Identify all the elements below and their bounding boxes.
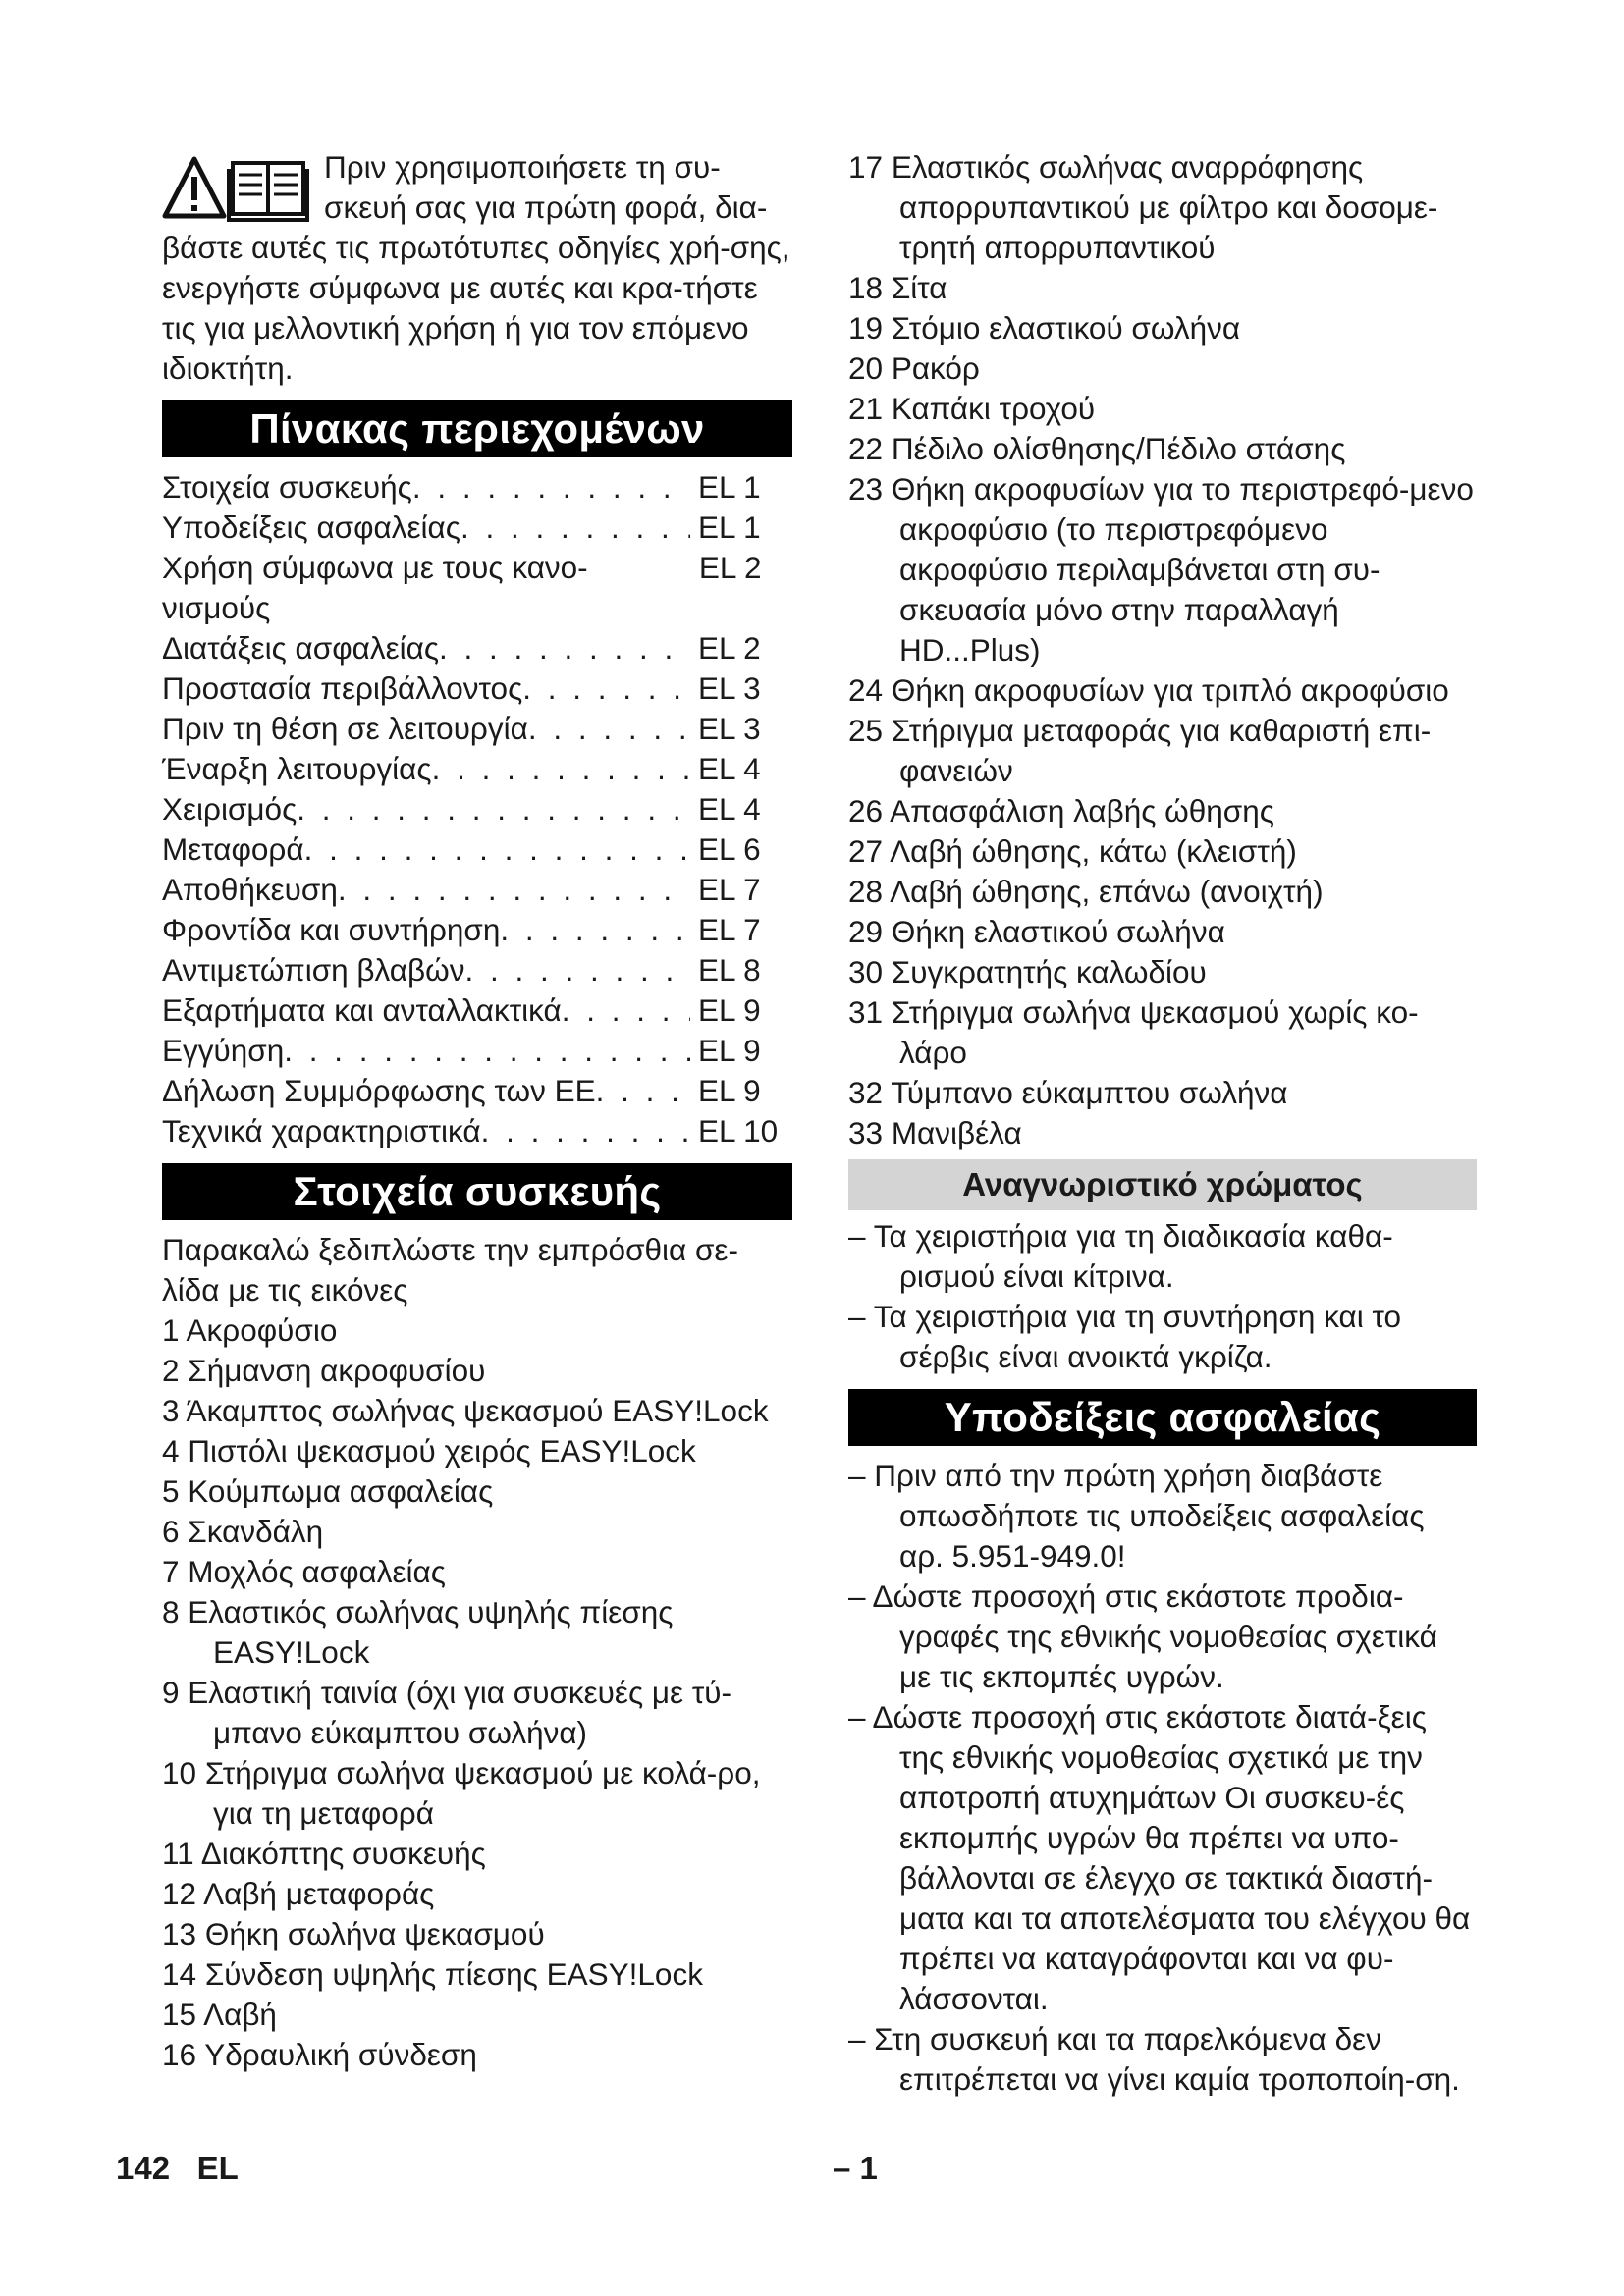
component-number: 15: [162, 1997, 197, 2032]
component-label: Λαβή: [203, 1997, 277, 2032]
component-item: [848, 872, 1477, 912]
intro-text: Πριν χρησιμοποιήσετε τη συ-σκευή σας για πρώτη φορά, δια-βάστε αυτές τις πρωτότυπες οδηγίες χρή-σης, ενεργήστε σύμφωνα με αυτές και κρα-τήστε τις για μελλοντική χρήση ή για τον επόμενο ιδιοκτήτη.: [162, 149, 790, 386]
toc-item-title: Προστασία περιβάλλοντος: [162, 670, 523, 706]
component-item: [848, 670, 1477, 711]
right-column: [848, 147, 1477, 2100]
toc-leader-dots: [304, 829, 690, 870]
component-number: 16: [162, 2037, 197, 2072]
toc-item-page: EL 9: [698, 992, 761, 1028]
language-code: EL: [196, 2150, 239, 2186]
component-number: 29: [848, 914, 884, 949]
color-code-item-text: Τα χειριστήρια για τη συντήρηση και το σέρβις είναι ανοικτά γκρίζα.: [873, 1299, 1402, 1374]
toc-heading: Πίνακας περιεχομένων: [162, 400, 792, 457]
component-item: [848, 952, 1477, 992]
safety-item-text: Δώστε προσοχή στις εκάστοτε διατά-ξεις της εθνικής νομοθεσίας σχετικά με την αποτροπή ατυχημάτων Οι συσκευ-ές εκπομπής υγρών θα πρέπει να υπο-βάλλονται σε έλεγχο σε τακτικά διαστή-ματα και τα αποτελέσματα του ελέγχου θα πρέπει να καταγράφονται και να φυ-λάσσονται.: [872, 1699, 1471, 2016]
component-label: Καπάκι τροχού: [891, 391, 1096, 426]
safety-list: [848, 1456, 1477, 2100]
component-number: 9: [162, 1675, 180, 1710]
component-item: [848, 389, 1477, 429]
toc-item[interactable]: [162, 467, 792, 507]
component-number: 8: [162, 1594, 180, 1629]
component-number: 13: [162, 1916, 197, 1951]
warning-triangle-icon: [165, 159, 224, 216]
toc-item-title: Φροντίδα και συντήρηση: [162, 912, 501, 947]
component-number: 17: [848, 149, 884, 185]
component-number: 26: [848, 793, 884, 828]
component-label: Λαβή ώθησης, κάτω (κλειστή): [890, 833, 1297, 869]
toc-item-page: EL 3: [698, 711, 761, 746]
component-item: [848, 469, 1477, 670]
component-item: [848, 912, 1477, 952]
toc-item-page: EL 6: [698, 831, 761, 867]
toc-list: [162, 467, 792, 1151]
toc-leader-dots: [284, 1031, 690, 1071]
component-item: [162, 1954, 792, 1995]
toc-item[interactable]: [162, 1071, 792, 1111]
component-item: [162, 1552, 792, 1592]
toc-item-title: Πριν τη θέση σε λειτουργία: [162, 711, 528, 746]
component-item: [162, 2035, 792, 2075]
toc-leader-dots: [500, 910, 690, 950]
color-code-item-text: Τα χειριστήρια για τη διαδικασία καθα-ρισμού είναι κίτρινα.: [873, 1218, 1393, 1294]
component-label: Στήριγμα σωλήνα ψεκασμού χωρίς κο-λάρο: [891, 994, 1419, 1070]
toc-item-title: Αποθήκευση: [162, 872, 338, 907]
color-code-item: – Τα χειριστήρια για τη συντήρηση και το σέρβις είναι ανοικτά γκρίζα.: [848, 1299, 1402, 1374]
component-label: Μοχλός ασφαλείας: [188, 1554, 446, 1589]
safety-item-text: Στη συσκευή και τα παρελκόμενα δεν επιτρέπεται να γίνει καμία τροποποίη-ση.: [874, 2021, 1460, 2097]
toc-leader-dots: [464, 950, 690, 990]
component-item: [162, 1914, 792, 1954]
toc-item[interactable]: [162, 789, 792, 829]
toc-item-page: EL 9: [698, 1073, 761, 1108]
toc-leader-dots: [596, 1071, 690, 1111]
component-number: 19: [848, 310, 884, 346]
toc-leader-dots: [439, 628, 690, 668]
component-label: Ελαστική ταινία (όχι για συσκευές με τύ-μπανο εύκαμπτου σωλήνα): [188, 1675, 731, 1750]
component-item: [848, 147, 1477, 268]
toc-leader-dots: [297, 789, 690, 829]
component-item: [848, 791, 1477, 831]
component-item: [162, 1995, 792, 2035]
toc-item[interactable]: [162, 709, 792, 749]
component-item: [848, 429, 1477, 469]
component-label: Λαβή ώθησης, επάνω (ανοιχτή): [890, 874, 1324, 909]
component-item: [848, 348, 1477, 389]
component-label: Σύνδεση υψηλής πίεσης EASY!Lock: [204, 1956, 703, 1992]
safety-item: – Στη συσκευή και τα παρελκόμενα δεν επιτρέπεται να γίνει καμία τροποποίη-ση.: [848, 2021, 1460, 2097]
component-number: 24: [848, 672, 884, 708]
component-label: Στήριγμα σωλήνα ψεκασμού με κολά-ρο, για τη μεταφορά: [204, 1755, 761, 1831]
toc-item[interactable]: [162, 507, 792, 548]
toc-item-page: EL 3: [698, 670, 761, 706]
component-number: 14: [162, 1956, 197, 1992]
warning-manual-icons: [162, 153, 314, 224]
component-item: [848, 1073, 1477, 1113]
color-code-list: [848, 1216, 1477, 1377]
toc-item-page: EL 8: [698, 952, 761, 988]
toc-item-page: EL 4: [698, 791, 761, 827]
toc-item-page: EL 2: [698, 550, 762, 585]
component-item: [162, 1673, 792, 1753]
page-number: 142: [116, 2150, 171, 2186]
component-number: 1: [162, 1312, 180, 1348]
component-number: 22: [848, 431, 884, 466]
component-label: Ακροφύσιο: [186, 1312, 338, 1348]
component-item: [162, 1592, 792, 1673]
component-number: 7: [162, 1554, 180, 1589]
toc-item-title: Διατάξεις ασφαλείας: [162, 630, 440, 666]
device-heading: Στοιχεία συσκευής: [162, 1163, 792, 1220]
component-item: [162, 1471, 792, 1512]
component-label: Διακόπτης συσκευής: [200, 1836, 486, 1871]
component-label: Ρακόρ: [891, 350, 980, 386]
component-number: 28: [848, 874, 884, 909]
device-items-left: [162, 1310, 792, 2075]
component-label: Στόμιο ελαστικού σωλήνα: [891, 310, 1241, 346]
component-item: [162, 1310, 792, 1351]
toc-item-title: Εγγύηση: [162, 1033, 285, 1068]
component-label: Λαβή μεταφοράς: [203, 1876, 435, 1911]
component-label: Τύμπανο εύκαμπτου σωλήνα: [891, 1075, 1288, 1110]
color-code-heading: Αναγνωριστικό χρώματος: [848, 1159, 1477, 1210]
component-item: [162, 1351, 792, 1391]
component-number: 2: [162, 1353, 180, 1388]
component-label: Υδραυλική σύνδεση: [204, 2037, 477, 2072]
component-item: [162, 1512, 792, 1552]
component-number: 3: [162, 1393, 180, 1428]
toc-item-title: Έναρξη λειτουργίας: [162, 751, 432, 786]
component-label: Σίτα: [891, 270, 947, 305]
component-number: 25: [848, 713, 884, 748]
toc-item[interactable]: [162, 990, 792, 1031]
component-item: [162, 1874, 792, 1914]
component-number: 27: [848, 833, 884, 869]
component-item: [848, 268, 1477, 308]
component-number: 5: [162, 1473, 180, 1509]
left-column: [162, 147, 792, 2075]
component-label: Σκανδάλη: [188, 1514, 324, 1549]
color-code-item: – Τα χειριστήρια για τη διαδικασία καθα-ρισμού είναι κίτρινα.: [848, 1218, 1393, 1294]
toc-leader-dots: [528, 709, 690, 749]
toc-item-page: EL 4: [698, 751, 761, 786]
toc-item-page: EL 7: [698, 872, 761, 907]
safety-item-text: Δώστε προσοχή στις εκάστοτε προδια-γραφές της εθνικής νομοθεσίας σχετικά με τις εκπομπές υγρών.: [872, 1578, 1437, 1694]
component-item: [162, 1753, 792, 1834]
toc-item-title: Εξαρτήματα και ανταλλακτικά: [162, 992, 562, 1028]
safety-heading: Υποδείξεις ασφαλείας: [848, 1389, 1477, 1446]
component-label: Απασφάλιση λαβής ώθησης: [890, 793, 1274, 828]
component-label: Θήκη ακροφυσίων για τριπλό ακροφύσιο: [891, 672, 1449, 708]
component-label: Ελαστικός σωλήνας αναρρόφησης απορρυπαντικού με φίλτρο και δοσομε-τρητή απορρυπαντικού: [891, 149, 1438, 265]
component-label: Άκαμπτος σωλήνας ψεκασμού EASY!Lock: [186, 1393, 769, 1428]
device-intro: Παρακαλώ ξεδιπλώστε την εμπρόσθια σε-λίδα με τις εικόνες: [162, 1232, 738, 1308]
component-number: 30: [848, 954, 884, 989]
component-label: Θήκη σωλήνα ψεκασμού: [204, 1916, 545, 1951]
toc-item-title: Χειρισμός: [162, 791, 298, 827]
toc-item[interactable]: [162, 749, 792, 789]
component-number: 18: [848, 270, 884, 305]
toc-item[interactable]: [162, 870, 792, 910]
toc-item-page: EL 2: [698, 630, 761, 666]
component-label: Ελαστικός σωλήνας υψηλής πίεσης EASY!Lock: [188, 1594, 674, 1670]
toc-item-title: Χρήση σύμφωνα με τους κανο-νισμούς: [162, 550, 588, 625]
component-item: [848, 711, 1477, 791]
safety-item: – Δώστε προσοχή στις εκάστοτε προδια-γραφές της εθνικής νομοθεσίας σχετικά με τις εκπομπές υγρών.: [848, 1578, 1437, 1694]
toc-item[interactable]: [162, 548, 792, 628]
component-number: 20: [848, 350, 884, 386]
toc-item[interactable]: [162, 829, 792, 870]
toc-item-title: Υποδείξεις ασφαλείας: [162, 509, 460, 545]
component-label: Στήριγμα μεταφοράς για καθαριστή επι-φανειών: [891, 713, 1432, 788]
toc-item-page: EL 9: [698, 1033, 761, 1068]
component-label: Σήμανση ακροφυσίου: [188, 1353, 486, 1388]
component-number: 6: [162, 1514, 180, 1549]
toc-item[interactable]: [162, 1031, 792, 1071]
intro-block: [162, 147, 792, 389]
toc-item[interactable]: [162, 1111, 792, 1151]
component-number: 32: [848, 1075, 884, 1110]
toc-leader-dots: [432, 749, 690, 789]
toc-item-page: EL 10: [698, 1113, 779, 1148]
component-item: [162, 1391, 792, 1431]
component-item: [848, 308, 1477, 348]
toc-item-title: Στοιχεία συσκευής: [162, 469, 412, 505]
device-items-right: [848, 147, 1477, 1153]
toc-item[interactable]: [162, 668, 792, 709]
component-label: Κούμπωμα ασφαλείας: [188, 1473, 494, 1509]
toc-item[interactable]: [162, 950, 792, 990]
component-label: Θήκη ελαστικού σωλήνα: [891, 914, 1225, 949]
footer-left: [116, 2150, 239, 2187]
toc-leader-dots: [562, 990, 690, 1031]
manual-book-icon: [229, 163, 307, 220]
safety-item: – Πριν από την πρώτη χρήση διαβάστε οπωσδήποτε τις υποδείξεις ασφαλείας αρ. 5.951-949.0!: [848, 1458, 1425, 1574]
safety-item: – Δώστε προσοχή στις εκάστοτε διατά-ξεις της εθνικής νομοθεσίας σχετικά με την αποτροπή ατυχημάτων Οι συσκευ-ές εκπομπής υγρών θα πρέπει να υπο-βάλλονται σε έλεγχο σε τακτικά διαστή-ματα και τα αποτελέσματα του ελέγχου θα πρέπει να καταγράφονται και να φυ-λάσσονται.: [848, 1699, 1471, 2016]
toc-leader-dots: [338, 870, 690, 910]
component-number: 23: [848, 471, 884, 507]
component-item: [848, 1113, 1477, 1153]
component-item: [848, 992, 1477, 1073]
component-item: [848, 831, 1477, 872]
component-label: Πέδιλο ολίσθησης/Πέδιλο στάσης: [891, 431, 1346, 466]
section-page: – 1: [833, 2150, 878, 2186]
toc-item[interactable]: [162, 910, 792, 950]
toc-leader-dots: [522, 668, 690, 709]
toc-item[interactable]: [162, 628, 792, 668]
toc-item-title: Δήλωση Συμμόρφωσης των ΕΕ: [162, 1073, 596, 1108]
component-label: Μανιβέλα: [891, 1115, 1022, 1150]
toc-leader-dots: [481, 1111, 690, 1151]
component-label: Συγκρατητής καλωδίου: [891, 954, 1207, 989]
component-number: 12: [162, 1876, 197, 1911]
component-label: Θήκη ακροφυσίων για το περιστρεφό-μενο ακροφύσιο (το περιστρεφόμενο ακροφύσιο περιλαμβάνεται στη συ-σκευασία μόνο στην παραλλαγή HD...Plus): [891, 471, 1474, 667]
toc-item-page: EL 7: [698, 912, 761, 947]
component-label: Πιστόλι ψεκασμού χειρός EASY!Lock: [188, 1433, 696, 1468]
component-number: 21: [848, 391, 884, 426]
component-item: [162, 1431, 792, 1471]
toc-leader-dots: [460, 507, 690, 548]
toc-item-title: Αντιμετώπιση βλαβών: [162, 952, 465, 988]
toc-item-page: EL 1: [698, 509, 761, 545]
component-number: 33: [848, 1115, 884, 1150]
component-number: 11: [162, 1836, 194, 1871]
component-number: 4: [162, 1433, 180, 1468]
safety-item-text: Πριν από την πρώτη χρήση διαβάστε οπωσδήποτε τις υποδείξεις ασφαλείας αρ. 5.951-949.0!: [874, 1458, 1425, 1574]
toc-leader-dots: [412, 467, 690, 507]
component-number: 31: [848, 994, 884, 1030]
toc-item-title: Τεχνικά χαρακτηριστικά: [162, 1113, 481, 1148]
component-item: [162, 1834, 792, 1874]
component-number: 10: [162, 1755, 197, 1790]
toc-item-title: Μεταφορά: [162, 831, 304, 867]
toc-item-page: EL 1: [698, 469, 761, 505]
